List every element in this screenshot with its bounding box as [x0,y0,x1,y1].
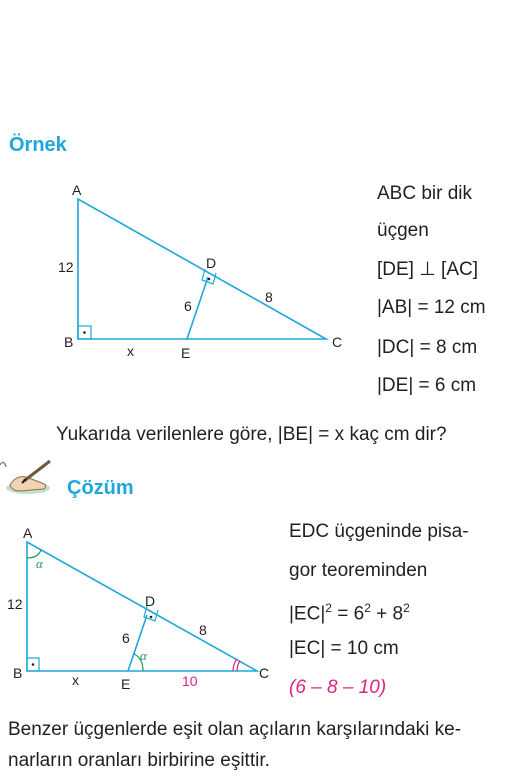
formula-prefix: |EC| [289,603,326,625]
solution-text-line: EDC üçgeninde pisa- [289,521,469,542]
example-heading: Örnek [9,134,67,156]
hand-writing-icon [0,455,58,497]
solution-explanation [289,522,469,716]
example-question: Yukarıda verilenlere göre, |BE| = x kaç cm dir? [56,424,447,445]
vertex-d-label: D [145,593,156,609]
side-de-label: 6 [122,630,130,646]
vertex-e-label: E [181,345,191,361]
given-line: [DE] ⊥ [AC] [377,259,479,280]
formula-exponent: 2 [325,601,332,615]
solution-paragraph-line: Benzer üçgenlerde eşit olan açıların karşılarındaki ke- [8,719,462,740]
vertex-b-label: B [64,334,74,350]
given-line: ABC bir dik [377,183,473,204]
formula-mid2: + 8 [370,603,404,625]
given-line: |DE| = 6 cm [377,375,477,396]
side-ec-label: 10 [182,673,198,689]
solution-result: |EC| = 10 cm [289,638,399,659]
side-dc-label: 8 [265,289,273,305]
vertex-c-label: C [259,665,270,681]
example-given-list [377,184,486,414]
solution-text-line: gor teoreminden [289,560,428,581]
pythagoras-formula [289,599,469,639]
vertex-b-label: B [13,665,23,681]
vertex-a-label: A [23,525,33,541]
angle-e-label: α [140,648,147,663]
given-line: |DC| = 8 cm [377,337,478,358]
vertex-d-label: D [206,255,217,271]
angle-arc-c-2 [237,661,240,671]
solution-heading: Çözüm [67,477,134,499]
side-ab-label: 12 [7,596,23,612]
formula-exponent: 2 [403,601,410,615]
formula-mid: = 6 [331,603,365,625]
side-be-label: x [72,672,79,688]
side-de-label: 6 [184,298,192,314]
pythagorean-triple: (6 – 8 – 10) [289,677,387,698]
solution-paragraph-line: narların oranları birbirine eşittir. [8,750,270,771]
angle-a-label: α [36,556,43,571]
example-triangle-figure [50,175,360,365]
side-dc-label: 8 [199,622,207,638]
vertex-c-label: C [332,334,343,350]
side-be-label: x [127,343,134,359]
triangle-abc [78,199,326,339]
given-line: üçgen [377,220,429,241]
side-ab-label: 12 [58,259,74,275]
angle-arc-c-1 [233,659,237,671]
given-line: |AB| = 12 cm [377,297,486,318]
vertex-a-label: A [72,182,82,198]
formula-exponent: 2 [364,601,371,615]
vertex-e-label: E [121,676,131,692]
solution-triangle-figure [0,518,290,698]
